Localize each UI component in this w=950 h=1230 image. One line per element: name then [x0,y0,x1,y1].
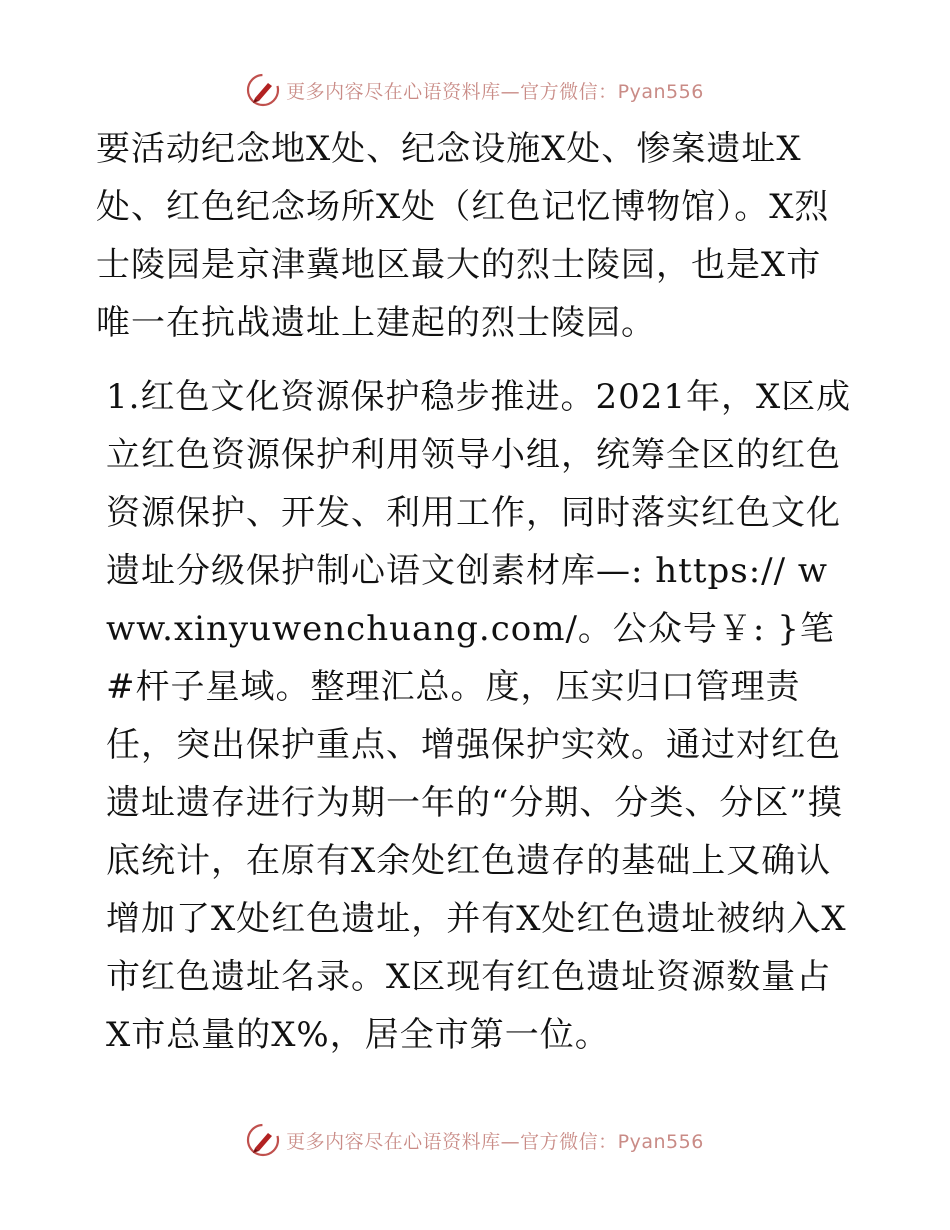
paragraph: 1.红色文化资源保护稳步推进。2021年，X区成立红色资源保护利用领导小组，统筹全区的红色资源保护、开发、利用工作，同时落实红色文化遗址分级保护制心语文创素材库—: https:// www.xinyuwenchuang.com/。公众号￥: }笔#杆子星域。整理汇总。度，压实归口管理责任，突出保护重点、增强保护实效。通过对红色遗址遗存进行为期一年的“分期、分类、分区”摸底统计，在原有X余处红色遗存的基础上又确认增加了X处红色遗址，并有X处红色遗址被纳入X市红色遗址名录。X区现有红色遗址资源数量占X市总量的X%，居全市第一位。 [106,377,852,1055]
paragraph: 要活动纪念地X处、纪念设施X处、惨案遗址X处、红色纪念场所X处（红色记忆博物馆）。X烈士陵园是京津冀地区最大的烈士陵园，也是X市唯一在抗战遗址上建起的烈士陵园。 [96,129,830,343]
pen-in-circle-logo-icon [246,1123,280,1157]
document-body [96,120,856,1064]
watermark-header [0,70,950,110]
watermark-footer [0,1120,950,1160]
pen-in-circle-logo-icon [246,73,280,107]
watermark-text: 更多内容尽在心语资料库—官方微信：Pyan556 [286,80,704,103]
watermark-text: 更多内容尽在心语资料库—官方微信：Pyan556 [286,1130,704,1153]
